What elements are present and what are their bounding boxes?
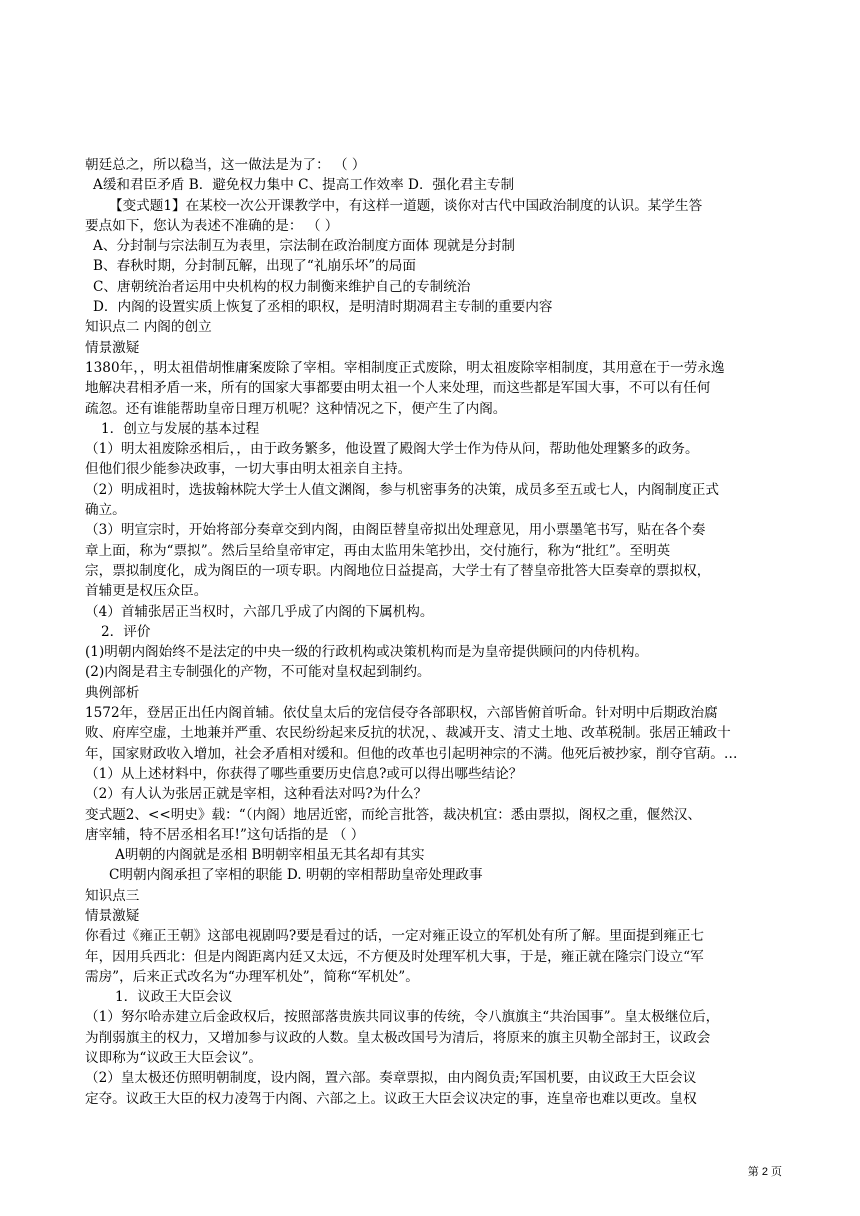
text-line: 年，国家财政收入增加，社会矛盾相对缓和。但他的改革也引起明神宗的不满。他死后被抄家，削夺官葫。… bbox=[85, 745, 738, 762]
text-line: （4）首辅张居正当权时，六部几乎成了内阁的下属机构。 bbox=[85, 603, 434, 620]
text-line: C明朝内阁承担了宰相的职能 D. 明朝的宰相帮助皇帝处理政事 bbox=[109, 867, 483, 884]
text-line: 议即称为“议政王大臣会议”。 bbox=[85, 1050, 263, 1067]
text-line: 1380年，，明太祖借胡惟庸案废除了宰相。宰相制度正式废除，明太祖废除宰相制度，其用意在于一劳永逸 bbox=[85, 359, 725, 376]
text-line: 但他们很少能参决政事，一切大事由明太祖亲自主持。 bbox=[85, 461, 412, 478]
text-line: （3）明宣宗时，开始将部分奏章交到内阁，由阁臣替皇帝拟出处理意见，用小票墨笔书写，贴在各个奏 bbox=[85, 522, 706, 539]
text-line: 为削弱旗主的权力，又增加参与议政的人数。皇太极改国号为清后，将原来的旗主贝勒全部封王，议政会 bbox=[85, 1029, 711, 1046]
text-line: B、春秋时期，分封制瓦解，出现了“礼崩乐坏”的局面 bbox=[93, 258, 416, 275]
text-line: 疏忽。还有谁能帮助皇帝日理万机呢？这种情况之下，便产生了内阁。 bbox=[85, 400, 507, 417]
text-line: （1）从上述材料中，你获得了哪些重要历史信息?或可以得出哪些结论？ bbox=[85, 765, 523, 782]
page-number: 第 2 页 bbox=[747, 1166, 782, 1178]
text-line: 章上面，称为“票拟”。然后呈给皇帝审定，再由太监用朱笔抄出，交付施行，称为“批红”。至明英 bbox=[85, 542, 671, 559]
text-line: 地解决君相矛盾一来，所有的国家大事都要由明太祖一个人来处理，而这些都是军国大事，不可以有任何 bbox=[85, 380, 711, 397]
text-line: 年，因用兵西北：但是内阁距离内廷又太远，不方便及时处理军机大事，于是，雍正就在隆宗门设立“军 bbox=[85, 948, 704, 965]
text-line: 确立。 bbox=[85, 502, 126, 519]
text-line: A、分封制与宗法制互为表里，宗法制在政治制度方面体 现就是分封制 bbox=[93, 238, 515, 255]
text-line: （2）明成祖时，选拔翰林院大学士人值文渊阁，参与机密事务的决策，成员多至五或七人，内阁制度正式 bbox=[85, 481, 719, 498]
text-line: 败、府库空虚，土地兼并严重、农民纷纷起来反抗的状况，、裁减开支、清丈土地、改革税制。张居正辅政十 bbox=[85, 725, 731, 742]
text-line: 变式题2、<<明史》载：“（内阁）地居近密，而纶言批答，裁决机宜：悉由票拟，阁权之重，偃然汉、 bbox=[85, 806, 702, 823]
text-line: （1）努尔哈赤建立后金政权后，按照部落贵族共同议事的传统，令八旗旗主“共治国事”。皇太极继位后， bbox=[85, 1009, 720, 1026]
text-line: 1．创立与发展的基本过程 bbox=[101, 420, 260, 437]
text-line: A明朝的内阁就是丞相 B明朝宰相虽无其名却有其实 bbox=[115, 847, 425, 864]
text-line: C、唐朝统治者运用中央机构的权力制衡来维护自己的专制统治 bbox=[93, 278, 471, 295]
text-line: 1．议政王大臣会议 bbox=[115, 989, 233, 1006]
text-line: A缓和君臣矛盾 B．避免权力集中 C、提高工作效率 D．强化君主专制 bbox=[93, 177, 515, 194]
text-line: 1572年，登居正出任内阁首辅。依仗皇太后的宠信侵夺各部职权，六部皆俯首听命。针对明中后期政治腐 bbox=[85, 705, 718, 722]
text-line: 2．评价 bbox=[101, 623, 151, 640]
text-line: 知识点三 bbox=[85, 887, 140, 904]
text-line: 典例部析 bbox=[85, 684, 140, 701]
text-line: (1)明朝内阁始终不是法定的中央一级的行政机构或决策机构而是为皇帝提供顾问的内侍机构。 bbox=[85, 644, 649, 661]
text-line: 朝廷总之，所以稳当，这一做法是为了： （ ） bbox=[85, 157, 366, 173]
text-line: 你看过《雍正王朝》这部电视剧吗?要是看过的话，一定对雍正设立的军机处有所了解。里面提到雍正七 bbox=[85, 928, 705, 945]
text-line: 情景激疑 bbox=[85, 339, 140, 356]
text-line: D．内阁的设置实质上恢复了丞相的职权，是明清时期凋君主专制的重要内容 bbox=[93, 299, 553, 316]
text-line: 定夺。议政王大臣的权力凌驾于内阁、六部之上。议政王大臣会议决定的事，连皇帝也难以更改。皇权 bbox=[85, 1090, 697, 1107]
text-line: （2）皇太极还仿照明朝制度，设内阁，置六部。奏章票拟，由内阁负责;军国机要，由议政王大臣会议 bbox=[85, 1070, 697, 1087]
document-body bbox=[85, 155, 785, 1109]
text-line: (2)内阁是君主专制强化的产物，不可能对皇权起到制约。 bbox=[85, 664, 431, 681]
text-line: 唐宰辅，特不居丞相名耳!”这句话指的是 （ ） bbox=[85, 826, 365, 843]
text-line: 要点如下，您认为表述不准确的是： （ ） bbox=[85, 217, 339, 234]
text-line: （1）明太祖废除丞相后，，由于政务繁多，他设置了殿阁大学士作为侍从问，帮助他处理繁多的政务。 bbox=[85, 441, 699, 458]
text-line: 知识点二 内阁的创立 bbox=[85, 319, 212, 336]
text-line: 情景激疑 bbox=[85, 907, 140, 924]
text-line: 需房”，后来正式改名为“办理军机处”，简称“军机处”。 bbox=[85, 968, 419, 985]
text-line: 宗，票拟制度化，成为阁臣的一项专职。内阁地位日益提高，大学士有了替皇帝批答大臣奏章的票拟权， bbox=[85, 562, 711, 579]
text-line: （2）有人认为张居正就是宰相，这种看法对吗?为什么？ bbox=[85, 786, 428, 803]
text-line: 首辅更是权压众臣。 bbox=[85, 583, 208, 600]
text-line: 【变式题1】在某校一次公开课教学中，有这样一道题，谈你对古代中国政治制度的认识。某学生答 bbox=[109, 197, 703, 214]
